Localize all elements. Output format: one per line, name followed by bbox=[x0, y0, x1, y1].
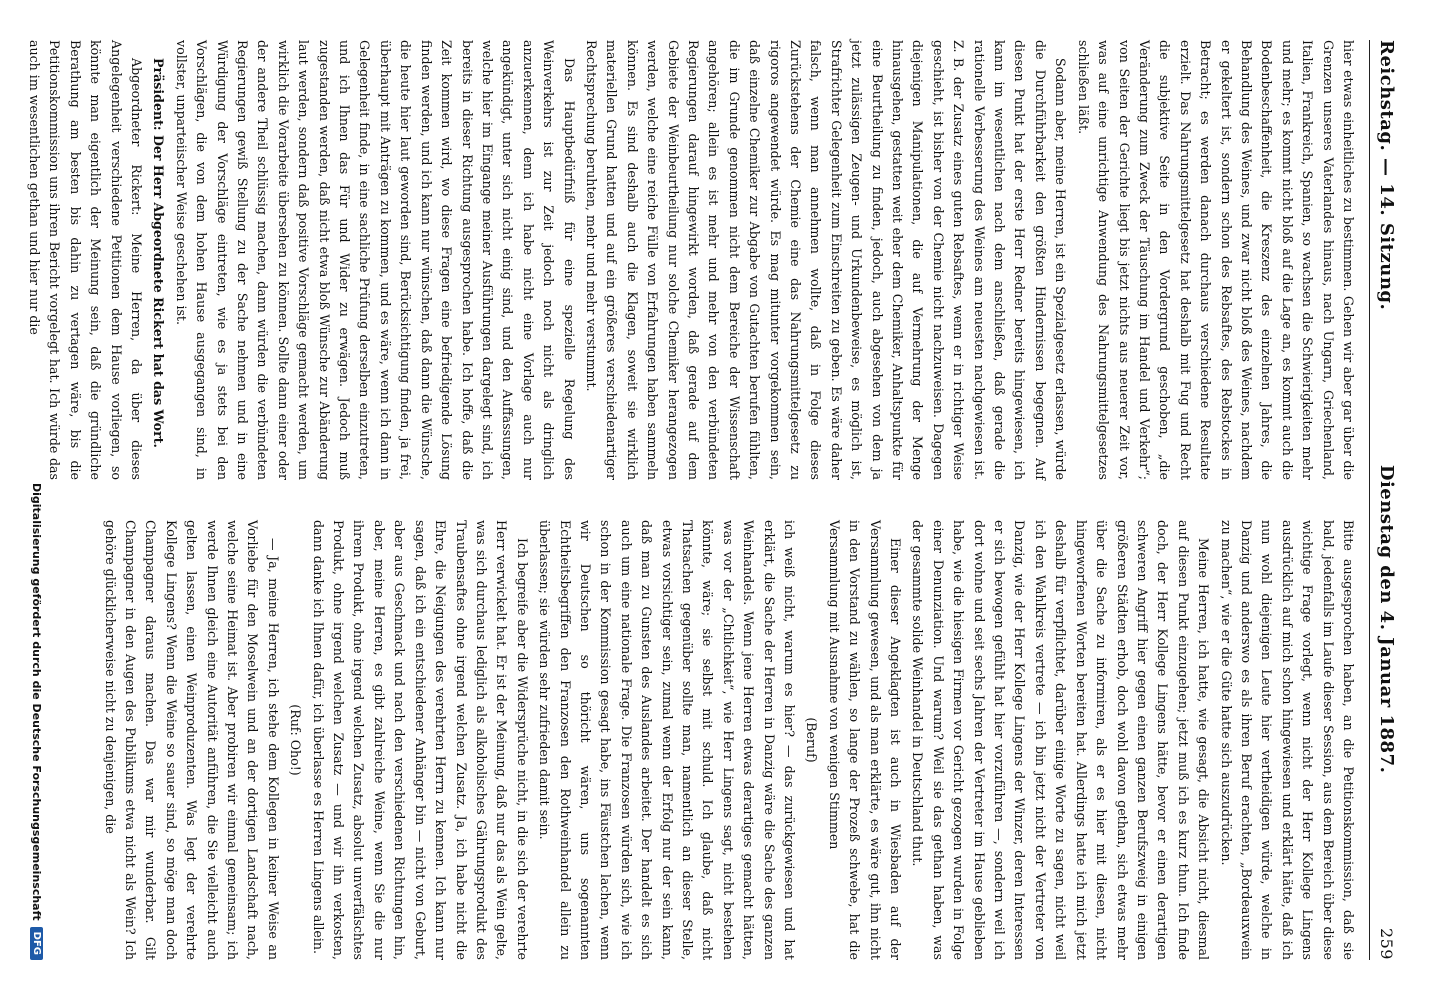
right-paragraph-5: Ich begreife aber die Widersprüche nicht, in die sich der verehrte Herr verwickelt hat. Er ist der Meinung, daß nur das als Wein gelte, was sich durchaus lediglich als alkoholisches Gährungsprodukt des Traubensaftes ohne irgend welchen Zusatz. Ja, ich habe nicht die Ehre, die Neigungen des verehrten Herrn zu kennen. Ich kann nur sagen, daß ich ein entschiedener Anhänger bin — nicht von Geburt, aber aus Geschmack und nach den verschiedenen Richtungen hin, aber, meine Herren, es gibt zahlreiche Weine, wenn Sie die nur ihrem Produkt, ohne irgend welchen Zusatz, absolut unverfälschtes Produkt, ohne irgend welchen Zusatz — und wir ihn verkosten, dann danke ich Ihnen dafür, ich überlasse es Herren Lingens allein. bbox=[310, 520, 530, 960]
header-date: Dienstag den 4. Januar 1887. bbox=[1376, 464, 1398, 774]
right-column bbox=[30, 520, 1358, 960]
page-header bbox=[1372, 40, 1402, 960]
header-left: Reichstag. — 14. Sitzung. bbox=[1376, 40, 1398, 311]
header-rule bbox=[1369, 40, 1370, 960]
left-paragraph-1: hier etwas einheitliches zu bestimmen. Gehen wir aber gar über die Grenzen unseres Vaterlandes hinaus, nach Ungarn, Griechenland, Italien, Frankreich, Spanien, so wachsen die Schwierigkeiten mehr und mehr; es kommt nicht bloß auf die Lage an, es kommt auch die Bodenbeschaffenheit, die Kreszenz des einzelnen Jahres, die Behandlung des Weines, und zwar nicht bloß des Weines, nachdem er gekeltert ist, sondern schon des Rebsaftes, des Rebstockes in Betracht; es werden danach durchaus verschiedene Resultate erzielt. Das Nahrungsmittelgesetz hat deshalb mit Fug und Recht die subjektive Seite in den Vordergrund geschoben, „die Veränderung zum Zweck der Täuschung im Handel und Verkehr“; von Seiten der Gerichte liegt bis jetzt nichts aus neuerer Zeit vor, was auf eine unrichtige Anwendung des Nahrungsmittelgesetzes schließen läßt. bbox=[1075, 40, 1356, 480]
left-paragraph-2: Sodann aber, meine Herren, ist ein Spezialgesetz erlassen, würde die Durchführbarkeit den größten Hindernissen begegnen. Auf diesen Punkt hat der erste Herr Redner bereits hingewiesen, ich kann im wesentlichen nach dem anschließen, daß gerade die rationelle Verbesserung des Weines am neuesten nachgewiesen ist. Z. B. der Zusatz eines guten Rebsaftes, wenn er in richtiger Weise geschieht, ist bisher von der Chemie nicht nachzuweisen. Dagegen diejenigen Manipulationen, die auf Vermehrung der Menge hinausgehen, gestatten weit eher dem Chemiker, Anhaltspunkte für eine Beurtheilung zu finden, jedoch, auch abgesehen von dem ja jetzt zulässigen Zeugen- und Urkundenbeweise, es möglich ist, Strafrichter Gelegenheit zum Einschreiten zu geben. Es wäre daher falsch, wenn man annehmen wollte, daß in Folge dieses Zurückstehens der Chemie eine das Nahrungsmittelgesetz zu rigoros angewendet würde. Es mag mitunter vorgekommen sein, daß einzelne Chemiker zur Abgabe von Gutachten berufen fühlten, die im Grunde genommen nicht dem Bereiche der Wissenschaft angehören; allein es ist mehr und mehr von den verbündeten Regierungen darauf hingewirkt worden, daß gerade auf dem Gebiete der Weinbeurtheilung nur solche Chemiker herangezogen werden, welche eine reiche Fülle von Erfahrungen haben sammeln können. Es sind deshalb auch die Klagen, soweit sie wirklich materiellen Grund hatten und auf ein größeres verschiedenartiger Rechtsprechung beruhten, mehr und mehr verstummt. bbox=[583, 40, 1069, 480]
digitization-text: Digitalisierung gefördert durch die Deutsche Forschungsgemeinschaft bbox=[30, 482, 44, 921]
rotated-page bbox=[10, 0, 1410, 1000]
right-paragraph-4: ich weiß nicht, warum es hier? — das zurückgewiesen und hat erklärt, die Sache der Herren in Danzig wäre die Sache des ganzen Weinhandels. Wenn jene Herren etwas derartiges gemacht hätten, was vor der „Chtlichkeit“, wie Herr Lingens sagt, nicht bestehen könnte, wäre; sie selbst mit schuld. Ich glaube, daß nicht Thatsachen gegenüber sollte man, namentlich an dieser Stelle, etwas vorsichtiger sein, zumal wenn der Erfolg nur der sein kann, daß man zu Gunsten des Auslandes arbeitet. Der handelt es sich auch um eine nationale Frage. Die Franzosen würden sich, wie ich schon in der Kommission gesagt habe, ins Fäustchen lachen, wenn wir Deutschen so thöricht wären, uns sogenannten Echtheitsbegriffen den Franzosen den Rothweinhandel allein zu überlassen; sie würden sehr zufrieden damit sein. bbox=[537, 520, 798, 960]
right-paragraph-1: Bitte ausgesprochen haben, an die Petitionskommission, daß sie bald, jedenfalls im Laufe dieser Session, aus dem Bereich über diese wichtige Frage vorlegt, wenn nicht der Herr Kollege Lingens ausdrücklich auf mich schon hingewiesen und erklärt hätte, daß ich nun wohl diejenigen Leute hier vertheidigen würde, welche in Danzig und anderswo es als ihren Beruf erachten, „Bordeauxwein zu machen“, wie er die Güte hatte sich auszudrücken. bbox=[1218, 520, 1356, 960]
page-number: 259 bbox=[1377, 927, 1397, 960]
digitization-note bbox=[24, 40, 50, 960]
dfg-logo: DFG bbox=[31, 927, 44, 960]
right-paragraph-6: — Ja, meine Herren, ich stehe dem Kollegen in keiner Weise an Vorliebe für den Moselwein und an der dortigen Landschaft nach, welche seine Heimat ist. Aber probiren wir einmal gemeinsam; ich werde Ihnen gleich eine Autorität anführen, die Sie vielleicht auch gelten lassen, einen Weinproduzenten. Was legt der verehrte Kollege Lingens? Wenn die Weine so sauer sind, so möge man doch Champagner daraus machen. Das war mir wunderbar. Gilt Champagner in den Augen des Publikums etwa nicht als Wein? Ich gehöre glücklicherweise nicht zu denjenigen, die bbox=[102, 520, 281, 960]
right-paragraph-2: Meine Herren, ich hatte, wie gesagt, die Absicht nicht, diesmal auf diesen Punkt einzugehen; jetzt muß ich es kurz thun. Ich finde doch, der Herr Kollege Lingens hätte, bevor er einen derartigen schweren Angriff hier gegen einen ganzen Berufszweig in einigen größeren Städten erhob, doch wohl davon gethan, sich etwas mehr über die Sache zu informiren, als er es hier mit diesen, nicht hingeworfenen Worten bereiten hat. Allerdings hatte ich mich jetzt deshalb für verpflichtet, darüber einige Worte zu sagen, nicht weil ich den Wahlkreis vertrete — ich bin jetzt nicht der Vertreter von Danzig, wie der Herr Kollege Lingens der Winzer, deren Interessen er sich bewogen gefühlt hat hier vorzuführen —, sondern weil ich dort wohne und seit sechs Jahren der Vertreter im Hause geblieben habe, wie die hiesigen Firmen vor Gericht gezogen wurden in Folge einer Denunziation. Und warum? Weil sie das gethan haben, was der gesammte solide Weinhandel in Deutschland thut. bbox=[910, 520, 1212, 960]
right-paragraph-3: Einer dieser Angeklagten ist auch in Wiesbaden auf der Versammlung gewesen, und als man erklärte, es wäre gut, ihn nicht in den Vorstand zu wählen, so lange der Prozeß schwebe, hat die Versammlung mit Ausnahme von wenigen Stimmen bbox=[826, 520, 904, 960]
left-column bbox=[27, 40, 1358, 480]
president-line: Präsident: Der Herr Abgeordnete Rickert hat das Wort. bbox=[151, 58, 167, 448]
left-paragraph-3: Das Hauptbedürfniß für eine spezielle Regelung des Weinverkehrs ist zur Zeit jedoch noch nicht als dringlich anzuerkennen, denn ich habe nicht eine Vorlage auch nur angekündigt, unter sich nicht einig sind, und den Auffassungen, welche hier im Eingange meiner Ausführungen dargelegt sind, ich bereits in dieser Richtung ausgesprochen habe. Ich hoffe, daß die Zeit kommen wird, wo diese Fragen eine befriedigende Lösung finden werden, und ich kann nur wünschen, daß dann die Wünsche, die heute hier laut geworden sind, Berücksichtigung finden, ja frei, überhaupt mit Anträgen zu kommen, und es wäre, wenn ich dann in Gelegenheit finde, in eine sachliche Prüfung derselben einzutreten, und ich Ihnen das Für und Wider zu erwägen. Jedoch muß zugestanden werden, daß nicht etwa bloß Wünsche zur Abänderung laut werden, sondern daß positive Vorschläge gemacht werden, um wirklich die Vorarbeite übersehen zu können. Sollte dann einer oder der andere Theil schlüssig machen, dann würden die verbündeten Regierungen gewiß Stellung zu der Sache nehmen und in eine Würdigung der Vorschläge eintreten, wie es ja stets bei den Vorschlägen, die von dem hohen Hause ausgegangen sind, in vollster, unparteiischer Weise geschehen ist. bbox=[173, 40, 577, 480]
rickert-speech: Abgeordneter Rickert: Meine Herren, da über dieses Angelegenheit verschiedene Petitionen dem Hause vorliegen, so könnte man eigentlich der Meinung sein, daß die gründliche Berathung am besten bis dahin zu vertagen wäre, bis die Petitionskommission uns ihren Bericht vorgelegt hat. Ich würde das auch im wesentlichen gethan und hier nur die bbox=[27, 40, 145, 480]
interjection-beruf: (Beruf) bbox=[804, 717, 820, 763]
interjection-oho: (Ruf: Oho!) bbox=[288, 704, 304, 776]
